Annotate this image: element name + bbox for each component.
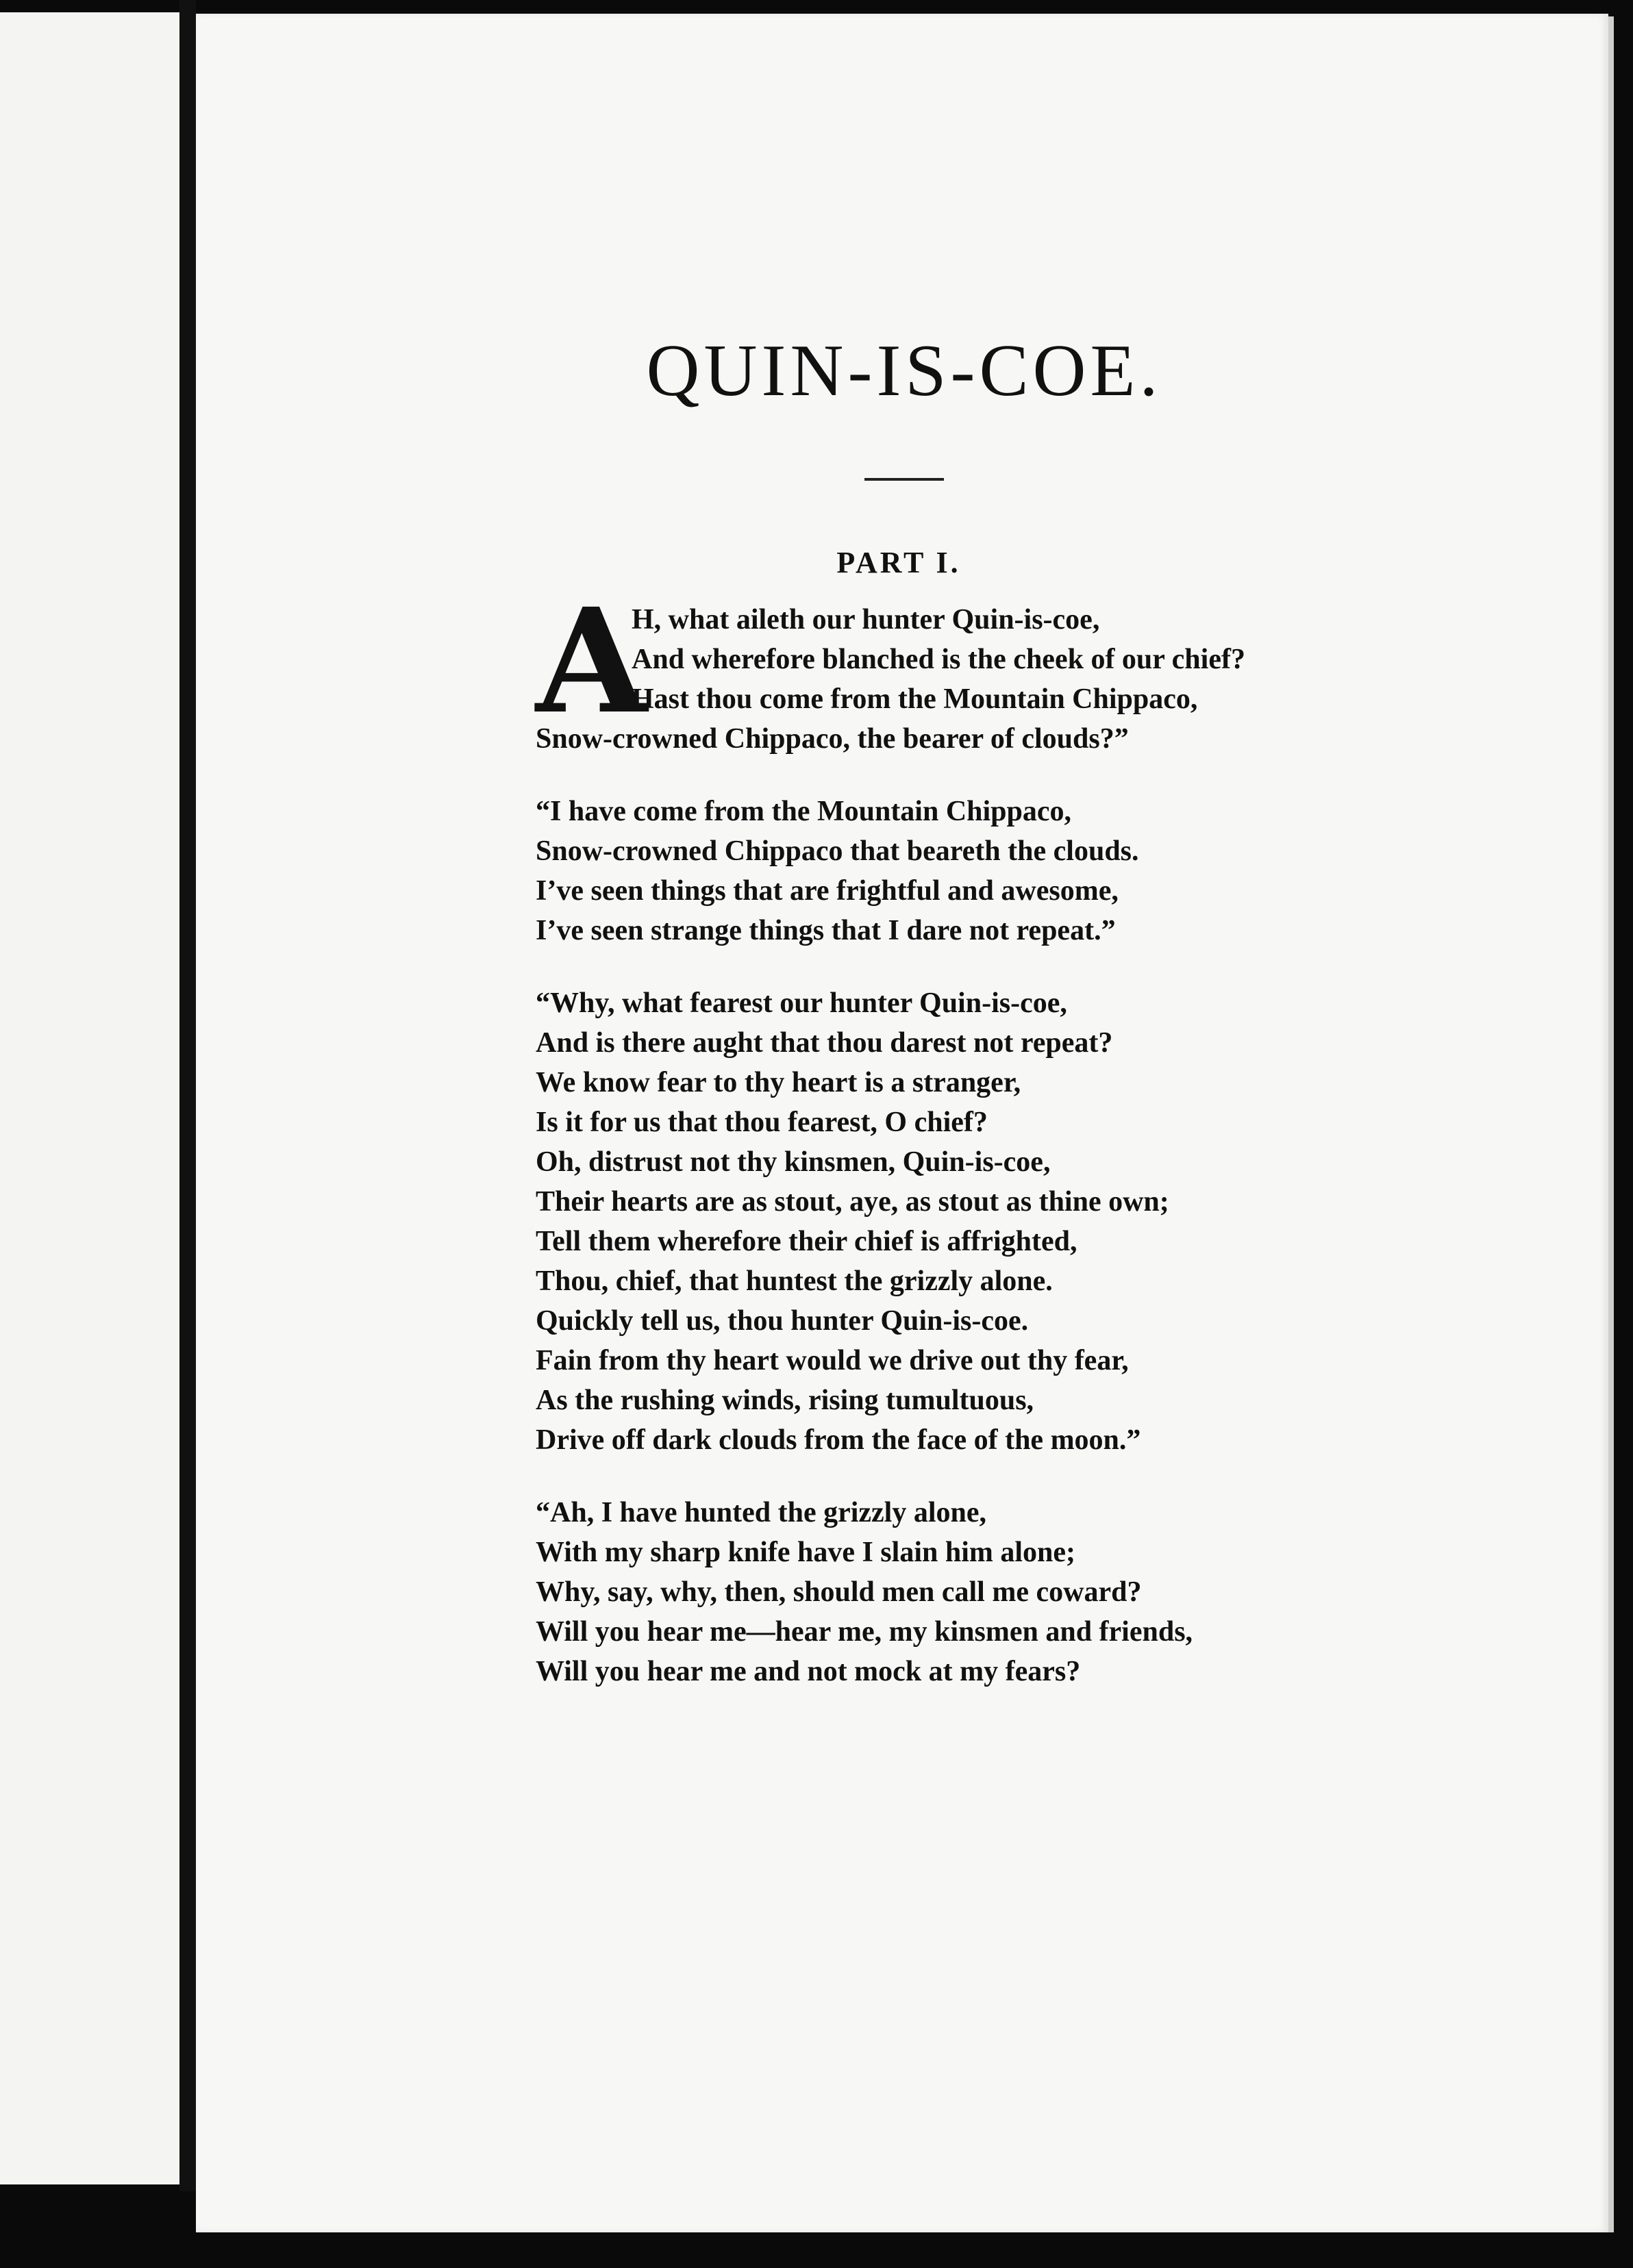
poem-line: Snow-crowned Chippaco that beareth the clouds.: [536, 835, 1139, 867]
part-heading: PART I.: [836, 546, 961, 579]
poem-line: Oh, distrust not thy kinsmen, Quin-is-coe,: [536, 1146, 1051, 1178]
poem-line: With my sharp knife have I slain him alone;: [536, 1537, 1076, 1568]
stanza-3: [536, 983, 1330, 1460]
stanza-4: [536, 1493, 1330, 1691]
poem-title: QUIN-IS-COE.: [646, 330, 1162, 412]
scan-border: [0, 2234, 1633, 2268]
poem-line: I’ve seen strange things that I dare not repeat.”: [536, 915, 1116, 946]
poem-line: Fain from thy heart would we drive out thy fear,: [536, 1345, 1129, 1376]
poem-line: Quickly tell us, thou hunter Quin-is-coe.: [536, 1305, 1029, 1337]
poem-line: As the rushing winds, rising tumultuous,: [536, 1385, 1034, 1416]
poem-line: Hast thou come from the Mountain Chippaco,: [632, 683, 1198, 715]
poem-line: And wherefore blanched is the cheek of our chief?: [632, 644, 1245, 675]
poem-line: H, what aileth our hunter Quin-is-coe,: [632, 604, 1100, 635]
poem-line: Will you hear me—hear me, my kinsmen and friends,: [536, 1616, 1193, 1648]
poem-line: Will you hear me and not mock at my fears?: [536, 1656, 1081, 1687]
poem-line: Thou, chief, that huntest the grizzly alone.: [536, 1265, 1053, 1297]
drop-cap: A: [536, 577, 647, 746]
poem-line: Snow-crowned Chippaco, the bearer of clouds?”: [536, 723, 1129, 755]
poem-line: Tell them wherefore their chief is affrighted,: [536, 1226, 1077, 1257]
poem-line: Drive off dark clouds from the face of the moon.”: [536, 1424, 1141, 1456]
poem-line: “I have come from the Mountain Chippaco,: [536, 796, 1072, 827]
poem-line: “Why, what fearest our hunter Quin-is-coe,: [536, 987, 1067, 1019]
poem-body: [536, 577, 1330, 1724]
poem-line: “Ah, I have hunted the grizzly alone,: [536, 1497, 987, 1528]
poem-line: We know fear to thy heart is a stranger,: [536, 1067, 1021, 1098]
stanza-1: [536, 577, 1330, 759]
poem-line: I’ve seen things that are frightful and awesome,: [536, 875, 1119, 907]
poem-line: Their hearts are as stout, aye, as stout as thine own;: [536, 1186, 1169, 1218]
stanza-2: [536, 792, 1330, 950]
poem-line: Why, say, why, then, should men call me coward?: [536, 1576, 1142, 1608]
title-divider: [864, 478, 944, 481]
poem-line: And is there aught that thou darest not repeat?: [536, 1027, 1113, 1059]
poem-line: Is it for us that thou fearest, O chief?: [536, 1107, 988, 1138]
